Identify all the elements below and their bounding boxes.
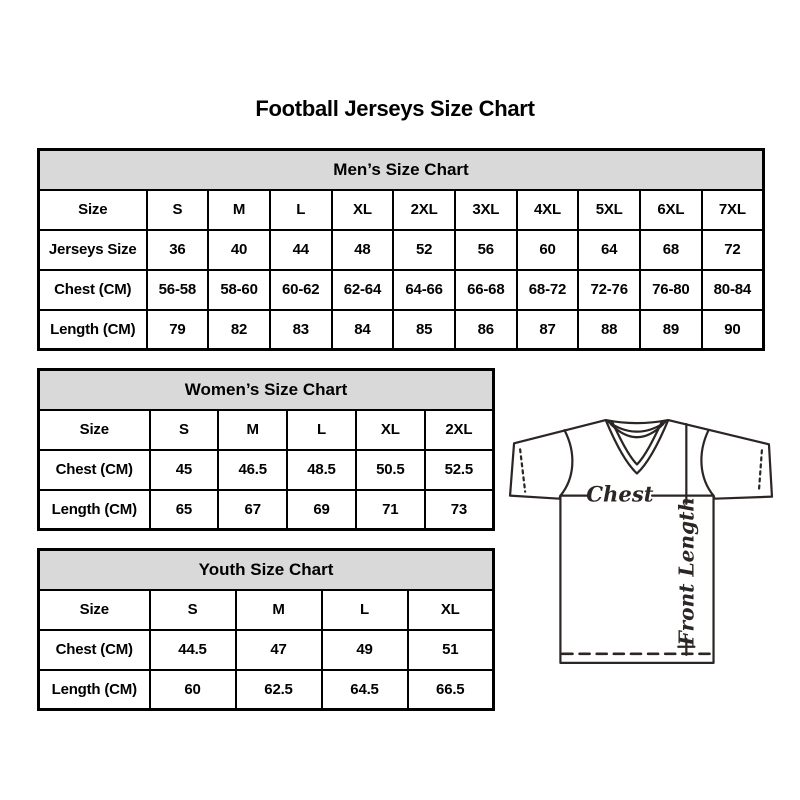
table-cell: 67 [218,490,287,530]
table-cell: S [150,410,219,450]
table-cell: L [270,190,332,230]
row-label: Length (CM) [39,490,150,530]
table-cell: 64.5 [322,670,408,710]
table-cell: 56-58 [147,270,209,310]
row-label: Chest (CM) [39,630,150,670]
table-cell: M [236,590,322,630]
youth-table-title: Youth Size Chart [39,550,494,590]
table-cell: 50.5 [356,450,425,490]
table-cell: 44 [270,230,332,270]
table-cell: 72-76 [578,270,640,310]
row-label: Size [39,590,150,630]
table-cell: 52 [393,230,455,270]
table-cell: M [218,410,287,450]
table-cell: 79 [147,310,209,350]
table-cell: 72 [702,230,764,270]
table-cell: 5XL [578,190,640,230]
table-row [39,490,494,530]
table-cell: 49 [322,630,408,670]
table-row [39,310,764,350]
table-cell: 4XL [517,190,579,230]
table-cell: 60-62 [270,270,332,310]
table-cell: 66-68 [455,270,517,310]
table-cell: 51 [408,630,494,670]
table-cell: 76-80 [640,270,702,310]
table-cell: L [287,410,356,450]
table-cell: 82 [208,310,270,350]
table-row [39,230,764,270]
table-row [39,590,494,630]
table-cell: XL [356,410,425,450]
table-cell: 65 [150,490,219,530]
table-cell: 62.5 [236,670,322,710]
table-header-row [39,150,764,190]
table-cell: 86 [455,310,517,350]
mens-size-table [37,148,765,351]
mens-table-title: Men’s Size Chart [39,150,764,190]
table-cell: 88 [578,310,640,350]
table-cell: 48 [332,230,394,270]
row-label: Chest (CM) [39,450,150,490]
womens-table-title: Women’s Size Chart [39,370,494,410]
table-cell: 48.5 [287,450,356,490]
table-cell: 58-60 [208,270,270,310]
table-header-row [39,550,494,590]
table-cell: 83 [270,310,332,350]
table-cell: S [150,590,236,630]
table-cell: XL [408,590,494,630]
table-cell: L [322,590,408,630]
table-row [39,190,764,230]
table-cell: 47 [236,630,322,670]
table-cell: 60 [150,670,236,710]
table-cell: XL [332,190,394,230]
womens-size-table [37,368,495,531]
table-header-row [39,370,494,410]
row-label: Length (CM) [39,670,150,710]
table-cell: 56 [455,230,517,270]
chest-label: Chest [586,481,654,507]
row-label: Length (CM) [39,310,147,350]
table-cell: 45 [150,450,219,490]
table-cell: 90 [702,310,764,350]
table-cell: 2XL [393,190,455,230]
table-cell: 68-72 [517,270,579,310]
table-cell: 64 [578,230,640,270]
table-cell: 84 [332,310,394,350]
table-cell: 2XL [425,410,494,450]
table-cell: 85 [393,310,455,350]
table-cell: 36 [147,230,209,270]
jersey-outline [510,420,772,663]
table-cell: 62-64 [332,270,394,310]
table-cell: 80-84 [702,270,764,310]
youth-size-table [37,548,495,711]
table-cell: 66.5 [408,670,494,710]
table-cell: 89 [640,310,702,350]
row-label: Size [39,410,150,450]
table-cell: S [147,190,209,230]
jersey-diagram [504,417,776,669]
table-cell: 71 [356,490,425,530]
table-cell: 44.5 [150,630,236,670]
table-cell: 6XL [640,190,702,230]
table-cell: M [208,190,270,230]
table-cell: 69 [287,490,356,530]
table-cell: 73 [425,490,494,530]
table-row [39,670,494,710]
table-row [39,450,494,490]
table-cell: 40 [208,230,270,270]
table-cell: 3XL [455,190,517,230]
table-row [39,630,494,670]
jersey-diagram-svg [504,417,776,669]
table-cell: 68 [640,230,702,270]
front-length-label: Front Length [674,496,699,646]
table-cell: 60 [517,230,579,270]
table-row [39,410,494,450]
table-cell: 52.5 [425,450,494,490]
table-cell: 64-66 [393,270,455,310]
row-label: Size [39,190,147,230]
table-cell: 87 [517,310,579,350]
table-row [39,270,764,310]
table-cell: 7XL [702,190,764,230]
table-cell: 46.5 [218,450,287,490]
row-label: Chest (CM) [39,270,147,310]
page-title: Football Jerseys Size Chart [255,96,535,121]
row-label: Jerseys Size [39,230,147,270]
